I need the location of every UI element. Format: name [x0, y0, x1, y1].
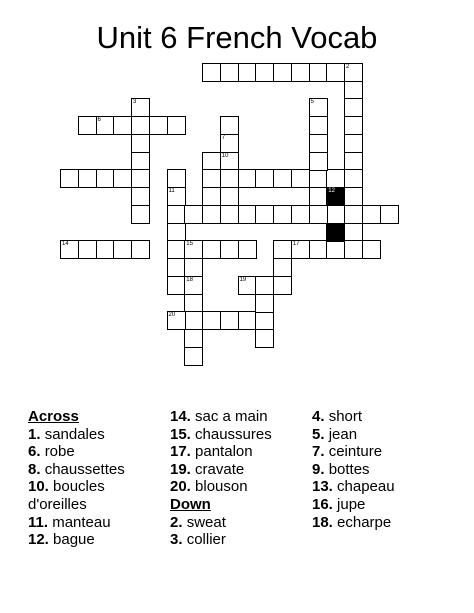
grid-cell[interactable] — [291, 63, 310, 82]
clue-item-text: chaussettes — [44, 460, 125, 478]
grid-cell[interactable] — [96, 169, 115, 188]
clue-item-text: pantalon — [195, 443, 253, 461]
grid-cell[interactable] — [149, 116, 168, 135]
grid-cell[interactable] — [202, 152, 221, 171]
clue-number: 12 — [328, 188, 335, 194]
clue-item — [312, 514, 395, 532]
grid-cell[interactable] — [309, 116, 328, 135]
clue-number: 20 — [168, 312, 176, 319]
clue-item-number: 1. — [28, 425, 41, 443]
grid-cell[interactable] — [184, 294, 203, 313]
grid-cell[interactable] — [220, 187, 239, 206]
down-heading: Down — [170, 495, 211, 513]
grid-cell[interactable] — [344, 223, 363, 242]
clue-item-number: 7. — [312, 443, 325, 461]
clue-item-number: 13. — [312, 478, 333, 496]
grid-cell[interactable] — [131, 205, 150, 224]
grid-cell[interactable] — [60, 169, 79, 188]
grid-cell[interactable] — [273, 276, 292, 295]
clue-item-number: 9. — [312, 460, 325, 478]
puzzle-title: Unit 6 French Vocab — [96, 20, 378, 55]
grid-cell[interactable] — [202, 240, 221, 259]
grid-cell[interactable] — [326, 169, 345, 188]
grid-cell[interactable] — [344, 98, 363, 117]
grid-cell[interactable] — [238, 63, 257, 82]
clue-item — [28, 443, 125, 461]
grid-cell[interactable] — [220, 205, 239, 224]
grid-cell[interactable] — [78, 169, 97, 188]
grid-cell[interactable] — [273, 205, 292, 224]
clue-item — [28, 426, 125, 444]
grid-cell[interactable] — [344, 205, 363, 224]
clue-item-text: bague — [53, 531, 95, 549]
grid-cell[interactable] — [238, 205, 257, 224]
clue-item — [28, 478, 125, 496]
grid-cell[interactable] — [96, 116, 115, 135]
clue-item-number: 16. — [312, 495, 333, 513]
clue-item-text: sac a main — [195, 408, 268, 425]
clue-item-number: 5. — [312, 425, 325, 443]
grid-cell[interactable] — [255, 205, 274, 224]
clue-item-text: ceinture — [328, 443, 383, 461]
grid-cell[interactable] — [362, 205, 381, 224]
clue-number: 3 — [133, 99, 137, 106]
grid-cell[interactable] — [273, 240, 292, 259]
clue-item — [312, 461, 395, 479]
black-cell — [326, 223, 345, 242]
clue-item-text: jean — [328, 425, 358, 443]
grid-cell[interactable] — [309, 134, 328, 153]
clue-item-number: 17. — [170, 443, 191, 461]
clue-item — [170, 408, 272, 426]
grid-cell[interactable] — [309, 240, 328, 259]
grid-cell[interactable] — [220, 169, 239, 188]
clue-item-number: 3. — [170, 531, 183, 549]
grid-cell[interactable] — [255, 329, 274, 348]
grid-cell[interactable] — [238, 311, 257, 330]
grid-cell[interactable] — [273, 169, 292, 188]
grid-cell[interactable] — [362, 240, 381, 259]
clue-item-text: manteau — [52, 513, 111, 531]
grid-cell[interactable] — [344, 81, 363, 100]
grid-cell[interactable] — [167, 276, 186, 295]
grid-cell[interactable] — [220, 134, 239, 153]
grid-cell[interactable] — [309, 98, 328, 117]
clue-item — [170, 531, 272, 549]
clue-item-text: cravate — [195, 460, 245, 478]
grid-cell[interactable] — [184, 347, 203, 366]
grid-cell[interactable] — [131, 187, 150, 206]
black-cell — [326, 187, 345, 206]
clue-item-number: 4. — [312, 408, 325, 425]
grid-cell[interactable] — [255, 311, 274, 330]
clue-number: 17 — [292, 241, 300, 248]
clue-item — [170, 426, 272, 444]
clue-number: 11 — [168, 188, 175, 194]
grid-cell[interactable] — [78, 116, 97, 135]
grid-cell[interactable] — [113, 240, 132, 259]
grid-cell[interactable] — [255, 276, 274, 295]
grid-cell[interactable] — [309, 152, 328, 171]
clue-item-number: 8. — [28, 460, 41, 478]
clue-number: 2 — [346, 63, 350, 70]
grid-cell[interactable] — [202, 205, 221, 224]
grid-cell[interactable] — [167, 205, 186, 224]
grid-cell[interactable] — [202, 63, 221, 82]
clue-item-text: bottes — [328, 460, 370, 478]
grid-cell[interactable] — [291, 240, 310, 259]
grid-cell[interactable] — [273, 258, 292, 277]
grid-cell[interactable] — [60, 240, 79, 259]
clue-item-number: 6. — [28, 443, 41, 461]
grid-cell[interactable] — [131, 116, 150, 135]
grid-cell[interactable] — [238, 169, 257, 188]
grid-cell[interactable] — [167, 169, 186, 188]
clue-number: 10 — [221, 152, 229, 159]
grid-cell[interactable] — [220, 152, 239, 171]
grid-cell[interactable] — [344, 169, 363, 188]
clue-number: 6 — [97, 117, 101, 123]
grid-cell[interactable] — [309, 205, 328, 224]
clue-item-number: 15. — [170, 425, 191, 443]
clue-item-text: sweat — [186, 513, 226, 531]
grid-cell[interactable] — [167, 240, 186, 259]
clue-item — [170, 514, 272, 532]
grid-cell[interactable] — [326, 63, 345, 82]
grid-cell[interactable] — [309, 63, 328, 82]
clue-item-number: 10. — [28, 478, 49, 496]
clue-item-text: blouson — [195, 478, 248, 496]
grid-cell[interactable] — [167, 311, 186, 330]
grid-cell[interactable] — [184, 311, 203, 330]
clue-number: 18 — [186, 276, 193, 283]
grid-cell[interactable] — [131, 98, 150, 117]
grid-cell[interactable] — [113, 116, 132, 135]
clue-item-text: chapeau — [337, 478, 395, 496]
grid-cell[interactable] — [238, 240, 257, 259]
grid-cell[interactable] — [344, 63, 363, 82]
clue-item-number: 14. — [170, 408, 191, 425]
grid-cell[interactable] — [202, 311, 221, 330]
grid-cell[interactable] — [344, 116, 363, 135]
across-heading: Across — [28, 408, 79, 425]
grid-cell[interactable] — [167, 116, 186, 135]
grid-cell[interactable] — [78, 240, 97, 259]
grid-cell[interactable] — [113, 169, 132, 188]
grid-cell[interactable] — [131, 134, 150, 153]
grid-cell[interactable] — [131, 152, 150, 171]
clues-column-3 — [312, 408, 395, 531]
grid-cell[interactable] — [184, 276, 203, 295]
clue-item — [312, 478, 395, 496]
clue-item — [170, 478, 272, 496]
clue-item — [28, 531, 125, 549]
clue-number: 5 — [310, 99, 314, 106]
grid-cell[interactable] — [167, 187, 186, 206]
grid-cell[interactable] — [291, 169, 310, 188]
clues-column-2 — [170, 408, 272, 549]
clue-item-number: 12. — [28, 531, 49, 549]
grid-cell[interactable] — [309, 169, 328, 188]
clue-item — [28, 461, 125, 479]
grid-cell[interactable] — [184, 258, 203, 277]
clue-item-text: short — [328, 408, 363, 425]
clue-item-text: d'oreilles — [28, 495, 87, 513]
grid-cell[interactable] — [344, 152, 363, 171]
grid-cell[interactable] — [273, 63, 292, 82]
grid-cell[interactable] — [167, 223, 186, 242]
grid-cell[interactable] — [184, 205, 203, 224]
grid-cell[interactable] — [184, 240, 203, 259]
clue-item-text: sandales — [44, 425, 105, 443]
clue-item — [28, 496, 125, 514]
grid-cell[interactable] — [255, 63, 274, 82]
clue-item-number: 19. — [170, 460, 191, 478]
grid-cell[interactable] — [238, 276, 257, 295]
clue-item — [312, 496, 395, 514]
grid-cell[interactable] — [344, 240, 363, 259]
clue-item-number: 18. — [312, 513, 333, 531]
clue-number: 15 — [186, 241, 193, 248]
grid-cell[interactable] — [202, 187, 221, 206]
grid-cell[interactable] — [220, 311, 239, 330]
clue-item-text: echarpe — [337, 513, 392, 531]
grid-cell[interactable] — [202, 169, 221, 188]
grid-cell[interactable] — [96, 240, 115, 259]
clue-item-number: 20. — [170, 478, 191, 496]
grid-cell[interactable] — [380, 205, 399, 224]
clue-item-text: jupe — [337, 495, 366, 513]
clue-item-number: 2. — [170, 513, 183, 531]
clue-number: 19 — [239, 276, 247, 283]
clue-item-text: robe — [44, 443, 75, 461]
clue-item — [312, 443, 395, 461]
clue-item — [312, 408, 395, 426]
clue-number: 14 — [62, 241, 69, 248]
clue-number: 7 — [221, 134, 226, 141]
grid-cell[interactable] — [220, 63, 239, 82]
clue-item-text: boucles — [53, 478, 105, 496]
clues-column-1 — [28, 408, 125, 549]
grid-cell[interactable] — [131, 240, 150, 259]
grid-cell[interactable] — [309, 187, 328, 206]
clue-item — [170, 461, 272, 479]
grid-cell[interactable] — [220, 116, 239, 135]
clue-item — [28, 514, 125, 532]
grid-cell[interactable] — [326, 240, 345, 259]
clue-item — [312, 426, 395, 444]
grid-cell[interactable] — [131, 169, 150, 188]
grid-cell[interactable] — [344, 134, 363, 153]
grid-cell[interactable] — [167, 258, 186, 277]
grid-cell[interactable] — [255, 169, 274, 188]
grid-cell[interactable] — [220, 240, 239, 259]
grid-cell[interactable] — [255, 294, 274, 313]
grid-cell[interactable] — [184, 329, 203, 348]
clue-item-number: 11. — [28, 513, 49, 531]
grid-cell[interactable] — [344, 187, 363, 206]
grid-cell[interactable] — [291, 205, 310, 224]
clue-item — [170, 443, 272, 461]
clue-item-text: chaussures — [195, 425, 272, 443]
clue-item-text: collier — [186, 531, 226, 549]
